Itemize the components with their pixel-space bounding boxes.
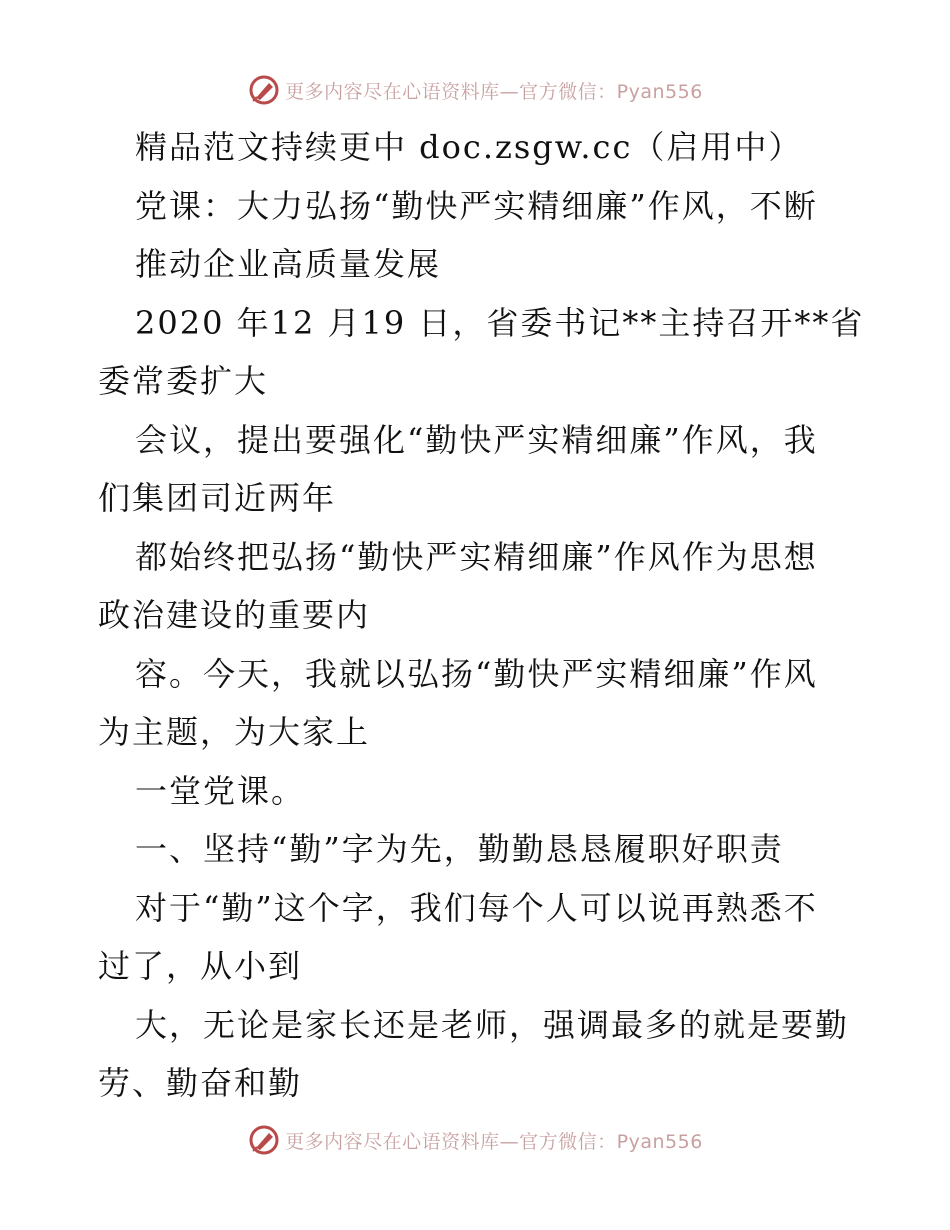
document-title-line-1: 党课：大力弘扬“勤快严实精细廉”作风，不断 <box>135 186 818 225</box>
pen-nib-circle-icon <box>247 73 281 107</box>
paragraph-line: 容。今天，我就以弘扬“勤快严实精细廉”作风 <box>135 654 818 693</box>
footer-watermark-text: 更多内容尽在心语资料库—官方微信：Pyan556 <box>285 1130 703 1153</box>
paragraph-line: 过了，从小到 <box>98 947 303 985</box>
paragraph-line: 委常委扩大 <box>98 362 269 400</box>
document-title-line-2: 推动企业高质量发展 <box>135 245 442 283</box>
paragraph-line: 一堂党课。 <box>135 771 306 810</box>
paragraph-line: 对于“勤”这个字，我们每个人可以说再熟悉不 <box>135 888 818 927</box>
site-notice-line: 精品范文持续更中 doc.zsgw.cc（启用中） <box>135 128 803 166</box>
paragraph-line: 为主题，为大家上 <box>98 713 371 751</box>
header-watermark-banner <box>0 70 950 110</box>
paragraph-line: 劳、勤奋和勤 <box>98 1064 303 1102</box>
paragraph-line: 都始终把弘扬“勤快严实精细廉”作风作为思想 <box>135 537 818 576</box>
paragraph-line: 2020 年12 月19 日，省委书记**主持召开**省 <box>135 303 865 342</box>
document-body <box>98 118 865 1113</box>
paragraph-line: 政治建设的重要内 <box>98 596 371 634</box>
paragraph-line: 会议，提出要强化“勤快严实精细廉”作风，我 <box>135 420 818 459</box>
section-heading: 一、坚持“勤”字为先，勤勤恳恳履职好职责 <box>135 830 784 868</box>
footer-watermark-banner <box>0 1120 950 1160</box>
paragraph-line: 大，无论是家长还是老师，强调最多的就是要勤 <box>135 1005 850 1044</box>
paragraph-line: 们集团司近两年 <box>98 479 337 517</box>
header-watermark-text: 更多内容尽在心语资料库—官方微信：Pyan556 <box>285 80 703 103</box>
pen-nib-circle-icon <box>247 1123 281 1157</box>
